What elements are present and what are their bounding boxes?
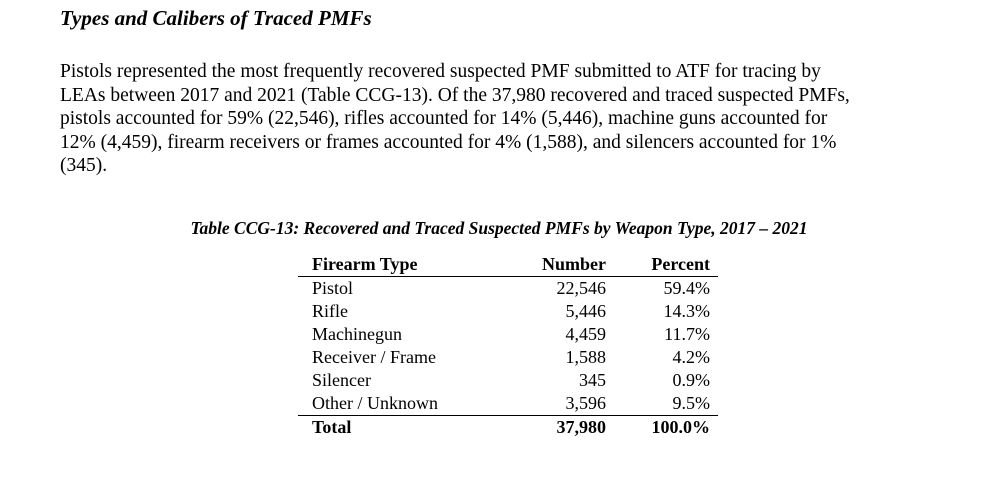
header-number: Number [512,253,606,277]
table-row [298,300,718,323]
table-row [298,346,718,369]
table-row [298,277,718,301]
table-header-row [298,253,718,277]
cell-firearm-type: Other / Unknown [312,393,438,413]
cell-percent: 9.5% [672,393,710,413]
cell-percent: 59.4% [663,278,710,298]
total-number: 37,980 [512,416,606,440]
cell-percent: 14.3% [663,301,710,321]
body-paragraph [60,60,960,178]
header-percent: Percent [606,253,718,277]
cell-firearm-type: Receiver / Frame [312,347,436,367]
paragraph-line: 12% (4,459), firearm receivers or frames accounted for 4% (1,588), and silencers accounted for 1% [60,131,837,153]
weapon-type-table [298,253,718,439]
table-row [298,392,718,416]
cell-firearm-type: Silencer [312,370,371,390]
cell-number: 5,446 [565,301,606,321]
paragraph-line: LEAs between 2017 and 2021 (Table CCG-13). Of the 37,980 recovered and traced suspected PMFs, [60,84,850,106]
total-label: Total [298,416,512,440]
cell-percent: 11.7% [664,324,710,344]
total-percent: 100.0% [606,416,718,440]
paragraph-line: Pistols represented the most frequently recovered suspected PMF submitted to ATF for tracing by [60,61,821,82]
paragraph-line: (345). [60,155,108,176]
cell-percent: 0.9% [672,370,710,390]
section-heading: Types and Calibers of Traced PMFs [60,6,372,30]
paragraph-line: pistols accounted for 59% (22,546), rifles accounted for 14% (5,446), machine guns accounted for [60,108,828,129]
cell-percent: 4.2% [672,347,710,367]
cell-firearm-type: Machinegun [312,324,402,344]
table-caption: Table CCG-13: Recovered and Traced Suspected PMFs by Weapon Type, 2017 – 2021 [190,218,808,238]
cell-number: 1,588 [565,347,606,367]
table-total-row [298,416,718,440]
cell-number: 22,546 [556,278,606,298]
cell-number: 345 [579,370,606,390]
cell-firearm-type: Rifle [312,301,348,321]
cell-firearm-type: Pistol [312,278,354,298]
table-row [298,369,718,392]
cell-number: 4,459 [565,324,606,344]
cell-number: 3,596 [565,393,606,413]
table-row [298,323,718,346]
header-firearm-type: Firearm Type [298,253,512,277]
